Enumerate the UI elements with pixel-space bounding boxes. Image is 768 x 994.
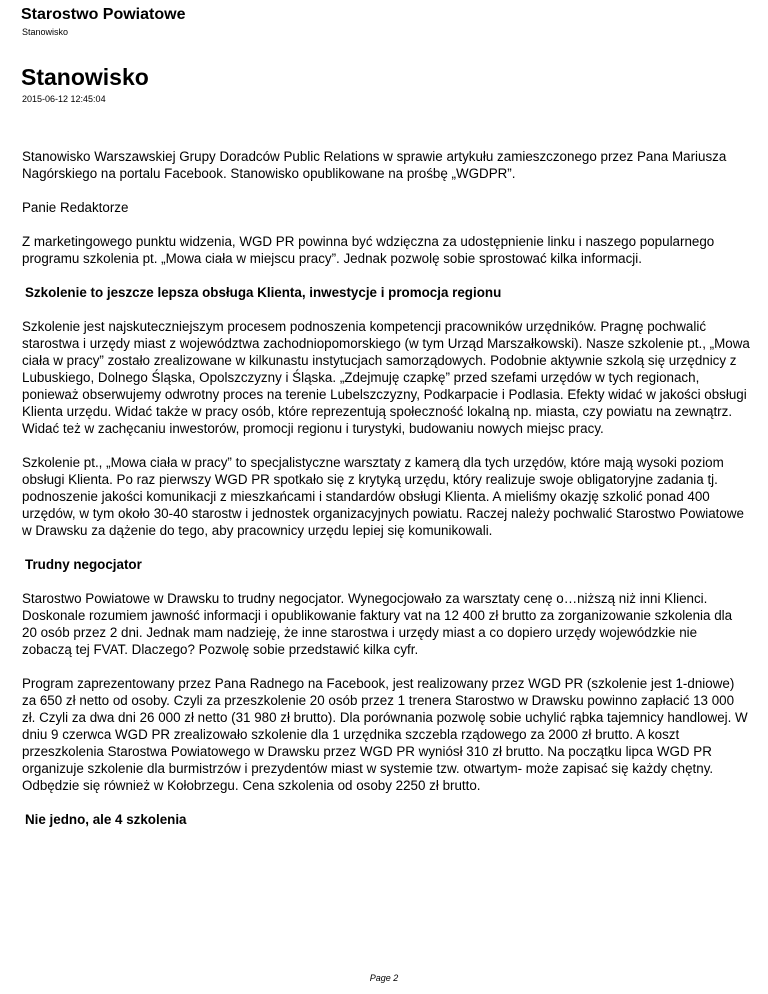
section-heading-2: Trudny negocjator <box>25 557 142 572</box>
paragraph-4: Starostwo Powiatowe w Drawsku to trudny negocjator. Wynegocjowało za warsztaty cenę o…niższą niż inni Klienci. Doskonale rozumiem jawność informacji i opublikowanie faktury vat na 12 400 zł brutto za zorganizowanie szkolenia dla 20 osób przez 2 dni. Jednak mam nadzieję, że inne starostwa i urzędy miast a co dopiero urzędy wojewódzkie nie zobaczą tej FVAT. Dlaczego? Pozwolę sobie przedstawić kilka cyfr. <box>22 591 733 657</box>
page-title: Stanowisko <box>21 64 149 90</box>
section-heading-1: Szkolenie to jeszcze lepsza obsługa Klienta, inwestycje i promocja regionu <box>25 285 502 300</box>
salutation: Panie Redaktorze <box>22 200 129 215</box>
page-number: Page 2 <box>369 973 399 983</box>
breadcrumb[interactable]: Stanowisko <box>22 27 69 37</box>
paragraph-2: Szkolenie jest najskuteczniejszym procesem podnoszenia kompetencji pracowników urzędników. Pragnę pochwalić starostwa i urzędy miast z województwa zachodniopomorskiego (w tym Urząd Marszałkowski). Nasze szkolenie pt., „Mowa ciała w pracy” zostało zrealizowane w kilkunastu instytucjach samorządowych. Podobnie aktywnie szkolą się urzędnicy z Lubuskiego, Dolnego Śląska, Opolszczyzny i Śląska. „Zdejmuję czapkę” przed szefami urzędów w tych regionach, ponieważ obserwujemy odwrotny proces na terenie Lubelszczyzny, Podkarpacie i Podlasia. Efekty widać w jakości obsługi Klienta urzędu. Widać także w pracy osób, które reprezentują społeczność lokalną np. miasta, czy powiatu na zewnątrz. Widać też w zachęcaniu inwestorów, promocji regionu i turystyki, budowaniu nowych miejsc pracy. <box>22 319 750 436</box>
site-title: Starostwo Powiatowe <box>21 6 186 23</box>
article-body <box>22 148 750 845</box>
intro-paragraph: Stanowisko Warszawskiej Grupy Doradców Public Relations w sprawie artykułu zamieszczonego przez Pana Mariusza Nagórskiego na portalu Facebook. Stanowisko opublikowane na prośbę „WGDPR”. <box>22 149 727 181</box>
paragraph-3: Szkolenie pt., „Mowa ciała w pracy” to specjalistyczne warsztaty z kamerą dla tych urzędów, które mają wysoki poziom obsługi Klienta. Po raz pierwszy WGD PR spotkało się z krytyką urzędu, który realizuje swoje obligatoryjne zadania tj. podnoszenie jakości komunikacji z mieszkańcami i standardów obsługi Klienta. A mieliśmy okazję szkolić ponad 400 urzędów, w tym około 30-40 starostw i jednostek organizacyjnych powiatu. Raczej należy pochwalić Starostwo Powiatowe w Drawsku za dążenie do tego, aby pracownicy urzędu lepiej się komunikowali. <box>22 455 744 538</box>
section-heading-3: Nie jedno, ale 4 szkolenia <box>25 812 187 827</box>
publish-date: 2015-06-12 12:45:04 <box>22 94 106 104</box>
paragraph-1: Z marketingowego punktu widzenia, WGD PR powinna być wdzięczna za udostępnienie linku i naszego popularnego programu szkolenia pt. „Mowa ciała w miejscu pracy”. Jednak pozwolę sobie sprostować kilka informacji. <box>22 234 715 266</box>
paragraph-5: Program zaprezentowany przez Pana Radnego na Facebook, jest realizowany przez WGD PR (szkolenie jest 1-dniowe) za 650 zł netto od osoby. Czyli za przeszkolenie 20 osób przez 1 trenera Starostwo w Drawsku powinno zapłacić 13 000 zł. Czyli za dwa dni 26 000 zł netto (31 980 zł brutto). Dla porównania pozwolę sobie uchylić rąbka tajemnicy handlowej. W dniu 9 czerwca WGD PR zrealizowało szkolenie dla 1 urzędnika szczebla rządowego za 2000 zł brutto. A koszt przeszkolenia Starostwa Powiatowego w Drawsku przez WGD PR wyniósł 310 zł brutto. Na początku lipca WGD PR organizuje szkolenie dla burmistrzów i prezydentów miast w systemie tzw. otwartym- może zapisać się każdy chętny. Odbędzie się również w Kołobrzegu. Cena szkolenia od osoby 2250 zł brutto. <box>22 676 748 793</box>
